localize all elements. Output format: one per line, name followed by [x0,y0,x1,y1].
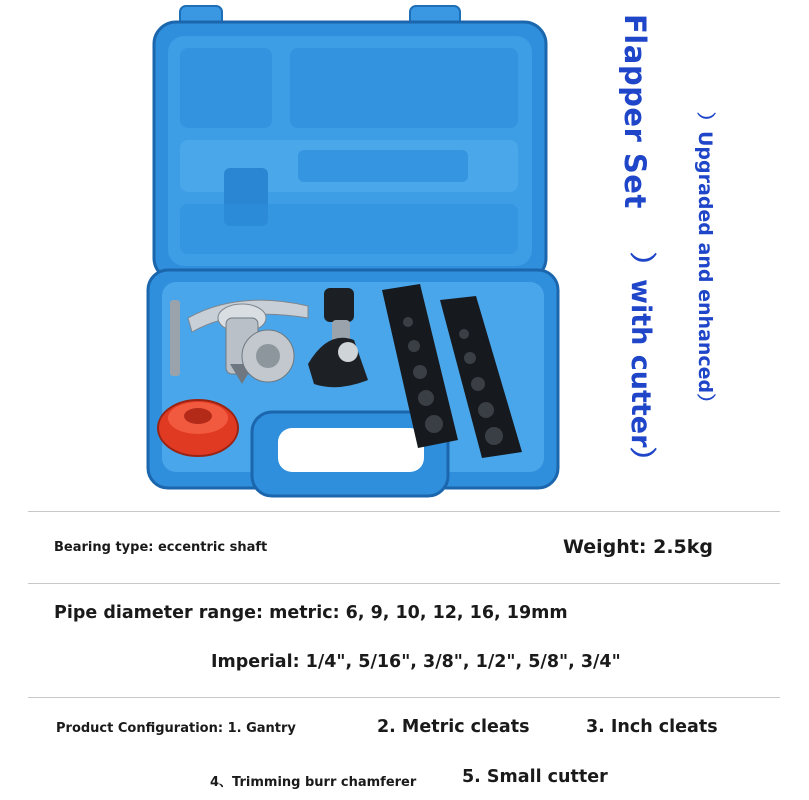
divider [28,697,780,698]
product-photo [118,0,608,505]
config-item-metric-cleats: 2. Metric cleats [377,717,530,737]
case-lid [154,6,546,280]
product-subtitle-cutter: ︶with cutter︶ [625,252,656,475]
config-item-cutter: 5. Small cutter [462,767,608,787]
product-title: Flapper Set [618,14,652,209]
bearing-type-text: Bearing type: eccentric shaft [54,540,268,555]
config-item-chamferer: 4、Trimming burr chamferer [210,775,417,790]
deburring-reamer [158,400,238,456]
config-item-gantry: Product Configuration: 1. Gantry [56,721,296,736]
config-item-inch-cleats: 3. Inch cleats [586,717,718,737]
pipe-diameter-text: Pipe diameter range: metric: 6, 9, 10, 12, 16, 19mm [54,603,568,623]
divider [28,511,780,512]
product-subtitle-upgraded: ︶Upgraded and enhanced︶ [694,112,716,413]
weight-text: Weight: 2.5kg [563,536,713,558]
divider [28,583,780,584]
imperial-sizes-text: Imperial: 1/4", 5/16", 3/8", 1/2", 5/8", 3/4" [211,652,621,672]
